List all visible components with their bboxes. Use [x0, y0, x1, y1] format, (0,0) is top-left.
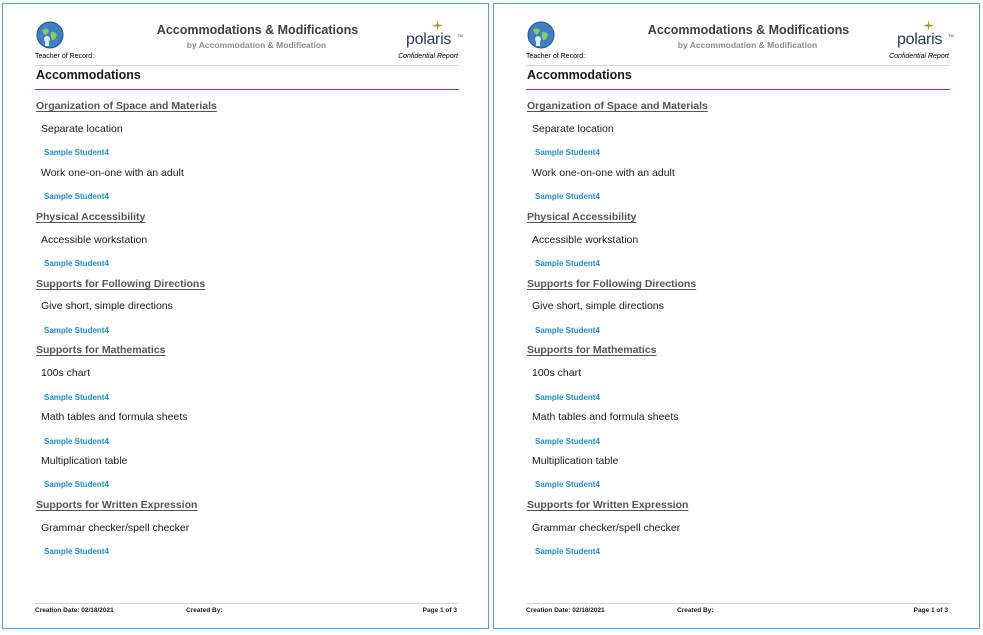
creation-date: Creation Date: 02/18/2021	[35, 607, 114, 614]
student-name: Sample Student4	[44, 192, 109, 201]
polaris-logo-tm: TM	[948, 33, 954, 38]
category-heading: Supports for Written Expression	[36, 499, 198, 511]
accommodation-item: Math tables and formula sheets	[41, 411, 188, 423]
accommodation-item: Multiplication table	[532, 455, 619, 467]
teacher-of-record-label: Teacher of Record:	[35, 53, 95, 60]
accommodation-item: Give short, simple directions	[41, 300, 173, 312]
student-name: Sample Student4	[44, 547, 109, 556]
polaris-logo-text: polaris	[406, 31, 452, 48]
accommodation-item: Accessible workstation	[41, 234, 148, 246]
category-heading: Supports for Written Expression	[527, 499, 689, 511]
accommodation-item: Grammar checker/spell checker	[41, 522, 190, 534]
accommodation-item: 100s chart	[41, 367, 91, 379]
student-name: Sample Student4	[535, 259, 600, 268]
accommodation-item: Separate location	[532, 123, 614, 135]
star-icon	[923, 20, 934, 31]
page-number: Page 1 of 3	[422, 607, 457, 614]
student-name: Sample Student4	[535, 148, 600, 157]
section-divider	[35, 89, 459, 90]
accommodation-item: Separate location	[41, 123, 123, 135]
header-divider	[526, 65, 950, 66]
student-name: Sample Student4	[44, 148, 109, 157]
report-title: Accommodations & Modifications	[156, 23, 359, 37]
confidential-label: Confidential Report	[398, 53, 458, 60]
category-heading: Physical Accessibility	[527, 211, 637, 223]
category-heading: Physical Accessibility	[36, 211, 146, 223]
student-name: Sample Student4	[535, 547, 600, 556]
student-name: Sample Student4	[44, 480, 109, 489]
footer-divider	[35, 603, 459, 604]
category-heading: Supports for Following Directions	[527, 278, 697, 290]
student-name: Sample Student4	[44, 437, 109, 446]
creation-date: Creation Date: 02/18/2021	[526, 607, 605, 614]
section-heading: Accommodations	[527, 68, 632, 82]
polaris-logo	[897, 24, 953, 50]
polaris-logo-text: polaris	[897, 31, 943, 48]
category-heading: Supports for Mathematics	[527, 344, 657, 356]
page-number: Page 1 of 3	[913, 607, 948, 614]
accommodation-item: Multiplication table	[41, 455, 128, 467]
report-header	[494, 4, 979, 94]
polaris-logo	[406, 24, 462, 50]
category-heading: Organization of Space and Materials	[36, 100, 217, 112]
student-name: Sample Student4	[535, 437, 600, 446]
created-by: Created By:	[186, 607, 223, 614]
star-icon	[432, 20, 443, 31]
confidential-label: Confidential Report	[889, 53, 949, 60]
report-header	[3, 4, 488, 94]
polaris-logo-tm: TM	[457, 33, 463, 38]
student-name: Sample Student4	[44, 393, 109, 402]
student-name: Sample Student4	[44, 326, 109, 335]
category-heading: Supports for Following Directions	[36, 278, 206, 290]
header-divider	[35, 65, 459, 66]
teacher-of-record-label: Teacher of Record:	[526, 53, 586, 60]
accommodation-item: 100s chart	[532, 367, 582, 379]
accommodation-item: Math tables and formula sheets	[532, 411, 679, 423]
report-page-1-copy[interactable]	[493, 3, 980, 629]
accommodation-item: Grammar checker/spell checker	[532, 522, 681, 534]
accommodation-item: Give short, simple directions	[532, 300, 664, 312]
report-subtitle: by Accommodation & Modification	[677, 40, 818, 50]
created-by: Created By:	[677, 607, 714, 614]
footer-divider	[526, 603, 950, 604]
student-name: Sample Student4	[535, 192, 600, 201]
category-heading: Organization of Space and Materials	[527, 100, 708, 112]
student-name: Sample Student4	[535, 480, 600, 489]
category-heading: Supports for Mathematics	[36, 344, 166, 356]
report-subtitle: by Accommodation & Modification	[186, 40, 327, 50]
accommodation-item: Work one-on-one with an adult	[532, 167, 675, 179]
student-name: Sample Student4	[535, 393, 600, 402]
section-heading: Accommodations	[36, 68, 141, 82]
report-title: Accommodations & Modifications	[647, 23, 850, 37]
student-name: Sample Student4	[535, 326, 600, 335]
section-divider	[526, 89, 950, 90]
accommodation-item: Accessible workstation	[532, 234, 639, 246]
accommodation-item: Work one-on-one with an adult	[41, 167, 184, 179]
report-page-1[interactable]	[2, 3, 489, 629]
student-name: Sample Student4	[44, 259, 109, 268]
